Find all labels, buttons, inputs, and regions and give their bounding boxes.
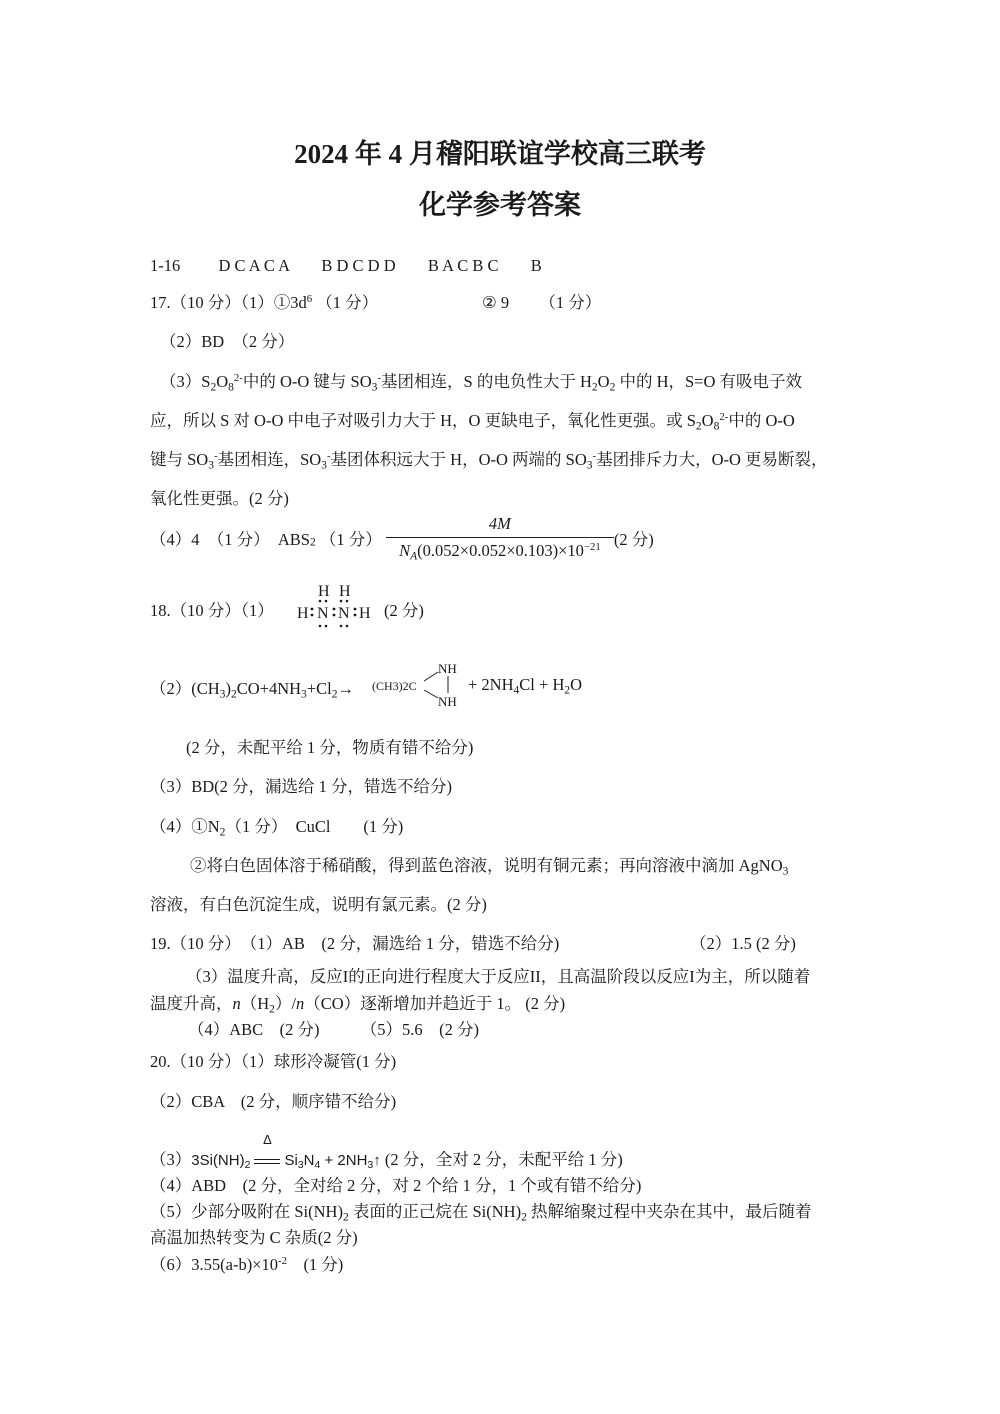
text-fragment: 2- bbox=[233, 372, 243, 385]
text-fragment: ) bbox=[225, 679, 231, 698]
score: (2 分，全对 2 分，未配平给 1 分) bbox=[384, 1150, 623, 1169]
text-fragment: 3 bbox=[321, 459, 327, 472]
q19-parts4-5: （4）ABC (2 分) （5）5.6 (2 分) bbox=[188, 1020, 480, 1039]
svg-text:N: N bbox=[317, 605, 329, 622]
text-fragment: 2 bbox=[331, 688, 338, 701]
q20-header: 20.（10 分）（1）球形冷凝管(1 分) bbox=[150, 1052, 397, 1071]
text-fragment: 表面的正己烷在 Si(NH) bbox=[348, 1202, 522, 1221]
text-fragment: （CO）逐渐增加并趋近于 1。 (2 分) bbox=[304, 994, 566, 1013]
text-fragment: 2- bbox=[719, 411, 729, 424]
text-fragment: （1 分） CuCl (1 分) bbox=[225, 817, 404, 836]
text-fragment: 3 bbox=[297, 1159, 304, 1172]
svg-text:H: H bbox=[297, 605, 309, 622]
q18-header: 18.（10 分）（1） bbox=[150, 601, 274, 620]
text-fragment: −21 bbox=[583, 541, 601, 554]
text-fragment: N bbox=[303, 1152, 315, 1169]
mc-group-3: B A C B C bbox=[427, 256, 499, 275]
part-label: （3） bbox=[150, 1150, 192, 1169]
lewis-structure bbox=[296, 582, 382, 632]
score: （1 分） bbox=[319, 530, 382, 550]
formula-numerator: 4M bbox=[386, 514, 614, 538]
q18-part4b-line2: 溶液，有白色沉淀生成，说明有氯元素。(2 分) bbox=[150, 895, 487, 914]
mc-group-1: D C A C A bbox=[218, 256, 290, 275]
text-fragment: (1 分) bbox=[286, 1255, 344, 1274]
text-fragment: 基团相连，S 的电负性大于 H bbox=[381, 372, 592, 391]
heat-equals-sign bbox=[250, 1132, 284, 1169]
text-fragment: （6）3.55(a-b)×10 bbox=[150, 1255, 278, 1274]
q17-part3-line4: 氧化性更强。(2 分) bbox=[150, 489, 289, 508]
ring-left-group: (CH3)2C bbox=[372, 679, 417, 693]
text-fragment: 3 bbox=[586, 459, 593, 472]
text-fragment: 热解缩聚过程中夹杂在其中，最后随着 bbox=[526, 1202, 812, 1221]
text-fragment: 2 bbox=[591, 381, 598, 394]
score: (2 分) bbox=[613, 530, 654, 550]
text-fragment: ②将白色固体溶于稀硝酸，得到蓝色溶液，说明有铜元素；再向溶液中滴加 AgNO bbox=[190, 856, 783, 875]
text-fragment: + 2NH bbox=[320, 1152, 368, 1169]
text-fragment: 3 bbox=[367, 1159, 374, 1172]
svg-text:H: H bbox=[359, 605, 371, 622]
q19-part3-line1: （3）温度升高，反应I的正向进行程度大于反应II，且高温阶段以反应I为主，所以随着 bbox=[186, 967, 811, 986]
text-fragment: （H bbox=[240, 994, 270, 1013]
text-fragment: 2 bbox=[342, 1211, 349, 1224]
text-fragment: - bbox=[214, 450, 218, 463]
text-fragment: 2 bbox=[564, 684, 571, 697]
text-fragment: 2 bbox=[269, 1003, 275, 1016]
text-fragment: Δ bbox=[263, 1132, 272, 1147]
subscript: 2 bbox=[309, 536, 316, 549]
q20-part2: （2）CBA (2 分，顺序错不给分) bbox=[150, 1092, 397, 1111]
text-fragment: （3）S bbox=[160, 372, 211, 391]
ring-nh-top: NH bbox=[438, 661, 457, 676]
text-fragment: (0.052×0.052×0.103)×10 bbox=[417, 541, 584, 560]
q17-part1b-answer: ② 9 bbox=[482, 293, 510, 312]
score: （1 分） bbox=[539, 293, 602, 312]
q17-part1-answer: 17.（10 分）（1）①3d bbox=[150, 293, 307, 312]
superscript: 6 bbox=[306, 293, 313, 306]
q19-part2: （2）1.5 (2 分) bbox=[690, 934, 796, 953]
q17-part3-line1 bbox=[160, 368, 802, 393]
text-fragment: + 2NH bbox=[468, 675, 514, 694]
text-fragment: - bbox=[592, 450, 597, 463]
density-formula bbox=[386, 514, 614, 562]
mc-label: 1-16 bbox=[150, 256, 181, 275]
q17-part3-line3 bbox=[150, 446, 828, 471]
text-fragment: 温度升高， bbox=[150, 994, 233, 1013]
svg-text:H: H bbox=[339, 583, 351, 600]
text-fragment: A bbox=[410, 550, 418, 563]
text-fragment: Si bbox=[284, 1152, 298, 1169]
q19-part3-line2 bbox=[150, 990, 565, 1015]
text-fragment: 基团体积远大于 H，O-O 两端的 SO bbox=[330, 450, 587, 469]
q17-part2: （2）BD （2 分） bbox=[160, 332, 295, 351]
text-fragment: 应，所以 S 对 O-O 中电子对吸引力大于 H，O 更缺电子，氧化性更强。或 S bbox=[150, 411, 696, 430]
document-subtitle: 化学参考答案 bbox=[419, 190, 581, 220]
ring-nh-bottom: NH bbox=[438, 694, 457, 709]
q18-part2-equation bbox=[150, 675, 354, 700]
si-equation bbox=[191, 1132, 381, 1172]
q17-part4-answer: （4）4 （1 分） ABS bbox=[150, 530, 310, 550]
text-fragment: +Cl bbox=[306, 679, 332, 698]
text-fragment: 2 bbox=[244, 1159, 251, 1172]
text-fragment: 基团相连，SO bbox=[217, 450, 322, 469]
gas-up-arrow: ↑ bbox=[373, 1152, 381, 1169]
q20-part5-line1 bbox=[150, 1198, 812, 1223]
q17-part4 bbox=[150, 514, 654, 562]
q19-header: 19.（10 分） （1）AB (2 分，漏选给 1 分，错选不给分) bbox=[150, 934, 560, 953]
text-fragment: 4 bbox=[513, 684, 520, 697]
q17-part3-line2 bbox=[150, 407, 795, 432]
svg-text:N: N bbox=[338, 605, 350, 622]
text-fragment: 2 bbox=[210, 381, 217, 394]
q17-part1b bbox=[482, 289, 601, 313]
text-fragment: -2 bbox=[278, 1255, 287, 1268]
text-fragment: 2 bbox=[521, 1211, 527, 1224]
score: （1 分） bbox=[316, 293, 379, 312]
text-fragment: 3Si(NH) bbox=[191, 1152, 245, 1169]
text-fragment: 基团排斥力大，O-O 更易断裂， bbox=[596, 450, 828, 469]
text-fragment: （4）①N bbox=[150, 817, 220, 836]
q20-part4: （4）ABD (2 分，全对给 2 分，对 2 个给 1 分，1 个或有错不给分) bbox=[150, 1176, 642, 1195]
q20-part6 bbox=[150, 1251, 343, 1275]
q18-part4b-line1 bbox=[190, 852, 788, 877]
reaction-arrow: → bbox=[337, 679, 355, 698]
ring-structure bbox=[372, 660, 464, 710]
q18-part2-note: (2 分，未配平给 1 分，物质有错不给分) bbox=[186, 738, 474, 757]
document-title: 2024 年 4 月稽阳联谊学校高三联考 bbox=[294, 139, 706, 169]
text-fragment: - bbox=[326, 450, 331, 463]
text-fragment: O bbox=[570, 675, 583, 694]
text-fragment: 3 bbox=[208, 459, 214, 472]
svg-text:H: H bbox=[318, 583, 330, 600]
text-fragment: 3 bbox=[782, 865, 789, 878]
text-fragment: 4 bbox=[314, 1159, 321, 1172]
diaziridine-structure bbox=[372, 660, 464, 715]
text-fragment: （2）(CH bbox=[150, 679, 220, 698]
text-fragment: 2 bbox=[609, 381, 616, 394]
text-fragment: O bbox=[597, 372, 610, 391]
q20-part3 bbox=[150, 1132, 623, 1172]
formula-denominator bbox=[386, 538, 614, 562]
q17-header bbox=[150, 289, 378, 313]
text-fragment: 8 bbox=[713, 420, 720, 433]
text-fragment: 8 bbox=[228, 381, 234, 394]
q20-part5-line2: 高温加热转变为 C 杂质(2 分) bbox=[150, 1228, 358, 1247]
text-fragment: 中的 O-O bbox=[728, 411, 795, 430]
text-fragment: n bbox=[232, 994, 241, 1013]
text-fragment: 2 bbox=[695, 420, 702, 433]
text-fragment: O bbox=[701, 411, 714, 430]
q18-part3: （3）BD(2 分，漏选给 1 分，错选不给分) bbox=[150, 777, 453, 796]
hydrazine-electron-formula bbox=[296, 582, 382, 637]
text-fragment: - bbox=[377, 372, 382, 385]
mc-answers-row bbox=[150, 256, 542, 276]
q18-part2-products bbox=[468, 675, 582, 696]
mc-group-2: B D C D D bbox=[321, 256, 396, 275]
text-fragment: 中的 H，S=O 有吸电子效 bbox=[615, 372, 803, 391]
text-fragment: Cl + H bbox=[519, 675, 565, 694]
text-fragment: N bbox=[399, 541, 411, 560]
text-fragment: ）/ bbox=[274, 994, 297, 1013]
text-fragment: n bbox=[296, 994, 305, 1013]
text-fragment: （5）少部分吸附在 Si(NH) bbox=[150, 1202, 343, 1221]
text-fragment: 2 bbox=[219, 826, 226, 839]
text-fragment: 3 bbox=[219, 688, 226, 701]
mc-group-4: B bbox=[530, 256, 542, 275]
text-fragment: O bbox=[216, 372, 229, 391]
text-fragment: 3 bbox=[371, 381, 378, 394]
text-fragment: 键与 SO bbox=[150, 450, 209, 469]
text-fragment: 3 bbox=[301, 688, 307, 701]
text-fragment: CO+4NH bbox=[236, 679, 302, 698]
score: (2 分) bbox=[384, 601, 424, 620]
q18-part4 bbox=[150, 813, 403, 838]
text-fragment: 中的 O-O 键与 SO bbox=[242, 372, 372, 391]
text-fragment: 2 bbox=[230, 688, 237, 701]
